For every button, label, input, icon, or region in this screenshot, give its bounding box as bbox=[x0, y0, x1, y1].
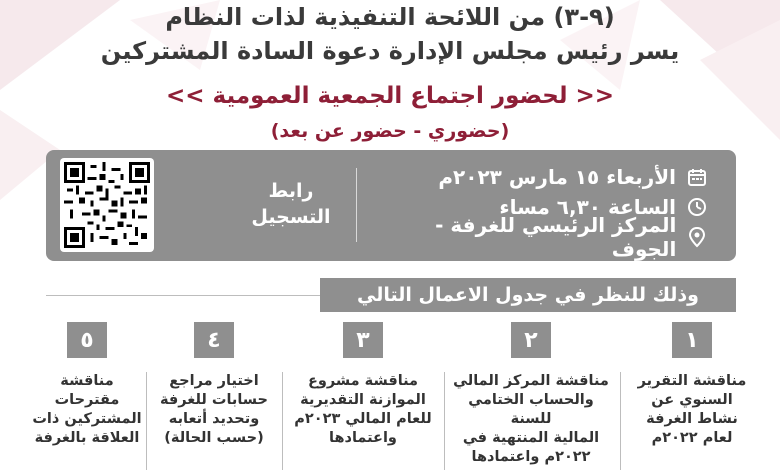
event-info-panel bbox=[46, 150, 736, 261]
registration-label: رابط التسجيل bbox=[251, 180, 331, 228]
registration-qr-code[interactable] bbox=[60, 158, 154, 252]
event-date: الأربعاء ١٥ مارس ٢٠٢٣م bbox=[438, 165, 676, 189]
agenda-item-text: مناقشة مقترحات المشتركين ذات العلاقة بالغرفة bbox=[32, 373, 142, 446]
agenda-item-5 bbox=[32, 322, 142, 448]
column-separator bbox=[444, 372, 445, 470]
panel-divider bbox=[356, 168, 357, 242]
agenda-items bbox=[0, 322, 780, 470]
event-time: الساعة ٦,٣٠ مساء bbox=[499, 195, 676, 219]
location-pin-icon bbox=[686, 226, 708, 248]
column-separator bbox=[146, 372, 147, 470]
event-date-row bbox=[368, 162, 708, 192]
calendar-icon bbox=[686, 166, 708, 188]
agenda-divider-line bbox=[46, 295, 320, 296]
agenda-item-4 bbox=[150, 322, 278, 448]
agenda-item-number: ٣ bbox=[343, 322, 383, 358]
invitation-line: يسر رئيس مجلس الإدارة دعوة السادة المشتركين bbox=[100, 37, 680, 65]
agenda-item-3 bbox=[288, 322, 438, 448]
agenda-item-number: ٤ bbox=[194, 322, 234, 358]
attendance-mode: (حضوري - حضور عن بعد) bbox=[270, 120, 510, 142]
agenda-item-number: ١ bbox=[672, 322, 712, 358]
agenda-item-number: ٥ bbox=[67, 322, 107, 358]
event-location-row bbox=[368, 213, 708, 261]
agenda-item-text: مناقشة التقرير السنوي عن نشاط الغرفة لعام ٢٠٢٢م bbox=[637, 373, 747, 446]
agenda-heading: وذلك للنظر في جدول الاعمال التالي bbox=[320, 278, 736, 312]
agenda-item-number: ٢ bbox=[511, 322, 551, 358]
agenda-item-text: اختيار مراجع حسابات للغرفة وتحديد أتعابه (حسب الحالة) bbox=[159, 373, 268, 446]
agenda-item-2 bbox=[446, 322, 616, 467]
page-title: << لحضور اجتماع الجمعية العمومية >> bbox=[165, 83, 615, 109]
event-location: المركز الرئيسي للغرفة - الجوف bbox=[435, 213, 677, 261]
event-details bbox=[368, 162, 708, 261]
agenda-item-text: مناقشة المركز المالي والحساب الختامي للسنة المالية المنتهية في ٢٠٢٢م واعتمادها bbox=[453, 373, 609, 465]
column-separator bbox=[282, 372, 283, 470]
regulation-line: (٩-٣) من اللائحة التنفيذية لذات النظام bbox=[165, 3, 615, 31]
clock-icon bbox=[686, 196, 708, 218]
column-separator bbox=[620, 372, 621, 470]
agenda-item-text: مناقشة مشروع الموازنة التقديرية للعام المالي ٢٠٢٣م واعتمادها bbox=[294, 373, 432, 446]
agenda-item-1 bbox=[622, 322, 762, 448]
